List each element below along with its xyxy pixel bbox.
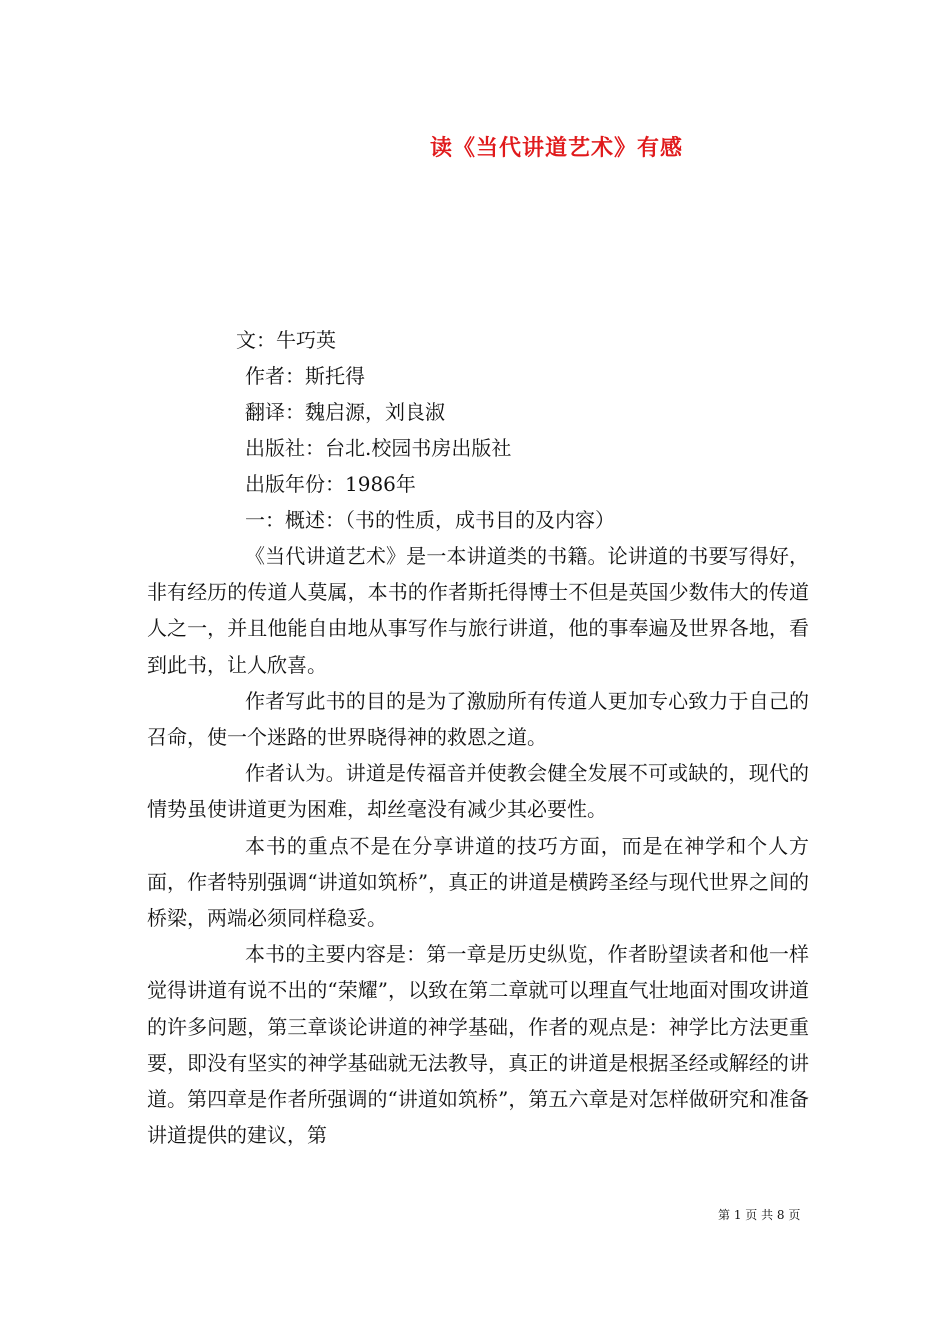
- meta-line-year: 出版年份：1986年: [245, 472, 416, 496]
- body-text: [147, 538, 809, 1153]
- paragraph: 本书的重点不是在分享讲道的技巧方面，而是在神学和个人方面，作者特别强调“讲道如筑桥”，真正的讲道是横跨圣经与现代世界之间的桥梁，两端必须同样稳妥。: [147, 833, 809, 931]
- paragraph: 本书的主要内容是：第一章是历史纵览，作者盼望读者和他一样觉得讲道有说不出的“荣耀”，以致在第二章就可以理直气壮地面对围攻讲道的许多问题，第三章谈论讲道的神学基础，作者的观点是：神学比方法更重要，即没有坚实的神学基础就无法教导，真正的讲道是根据圣经或解经的讲道。第四章是作者所强调的“讲道如筑桥”，第五六章是对怎样做研究和准备讲道提供的建议，第: [147, 942, 809, 1148]
- section-heading-overview: 一：概述：（书的性质，成书目的及内容）: [245, 508, 615, 532]
- document-title: 读《当代讲道艺术》有感: [430, 135, 684, 161]
- meta-line-translator: 翻译：魏启源，刘良淑: [245, 400, 445, 424]
- meta-line-author: 作者：斯托得: [245, 364, 365, 388]
- paragraph: 《当代讲道艺术》是一本讲道类的书籍。论讲道的书要写得好，非有经历的传道人莫属，本书的作者斯托得博士不但是英国少数伟大的传道人之一，并且他能自由地从事写作与旅行讲道，他的事奉遍及世界各地，看到此书，让人欣喜。: [147, 544, 809, 677]
- paragraph: 作者认为。讲道是传福音并使教会健全发展不可或缺的，现代的情势虽使讲道更为困难，却丝毫没有减少其必要性。: [147, 761, 809, 822]
- meta-line-publisher: 出版社：台北.校园书房出版社: [245, 436, 512, 460]
- paragraph: 作者写此书的目的是为了激励所有传道人更加专心致力于自己的召命，使一个迷路的世界晓得神的救恩之道。: [147, 688, 809, 750]
- page-footer: 第 1 页 共 8 页: [718, 1208, 801, 1222]
- author-line: 文：牛巧英: [236, 328, 336, 352]
